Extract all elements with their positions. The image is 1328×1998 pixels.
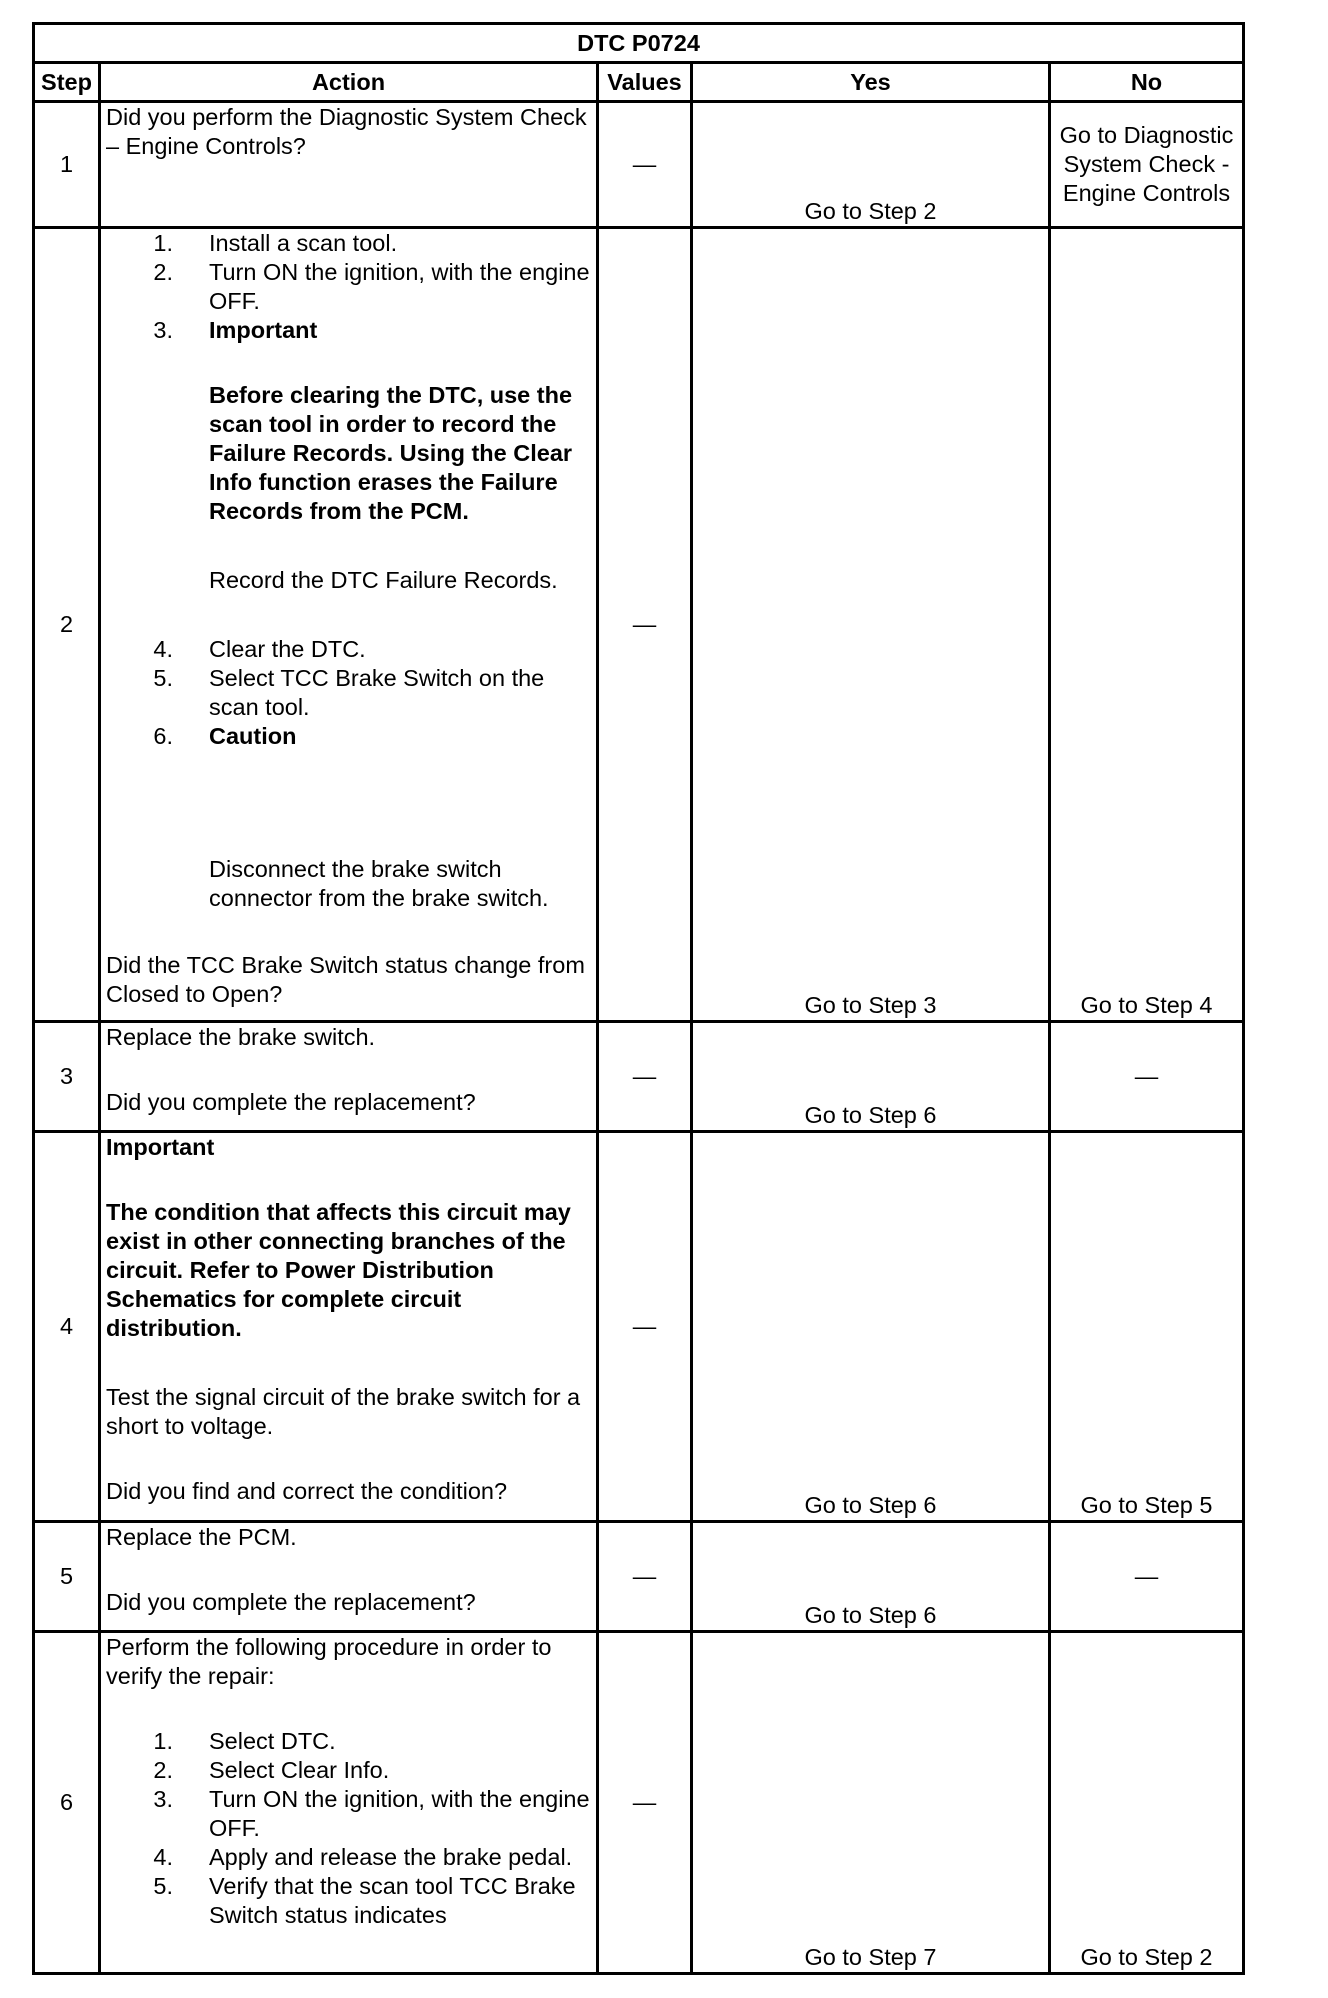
step-number: 6 bbox=[34, 1632, 100, 1974]
list-item: 5. Verify that the scan tool TCC Brake Switch status indicates bbox=[153, 1873, 576, 1928]
question-text: Did you find and correct the condition? bbox=[106, 1478, 508, 1504]
header-step: Step bbox=[34, 63, 100, 102]
list-item: 5. Select TCC Brake Switch on the scan tool. bbox=[153, 665, 545, 720]
step-number: 2 bbox=[34, 228, 100, 1022]
values-cell: — bbox=[598, 1632, 692, 1974]
list-item: 3. Turn ON the ignition, with the engine OFF. bbox=[153, 1786, 590, 1841]
no-cell: Go to Diagnostic System Check - Engine Controls bbox=[1050, 102, 1244, 228]
no-cell: Go to Step 2 bbox=[1050, 1632, 1244, 1974]
values-cell: — bbox=[598, 1522, 692, 1632]
intro-text: Perform the following procedure in order to verify the repair: bbox=[106, 1634, 552, 1689]
list-item: 2. Select Clear Info. bbox=[153, 1757, 390, 1783]
question-text: Did you complete the replacement? bbox=[106, 1089, 476, 1115]
procedure-list bbox=[106, 1727, 591, 1930]
header-no: No bbox=[1050, 63, 1244, 102]
important-label: Important bbox=[106, 1134, 215, 1160]
action-text: Did you perform the Diagnostic System Check – Engine Controls? bbox=[100, 102, 598, 228]
header-values: Values bbox=[598, 63, 692, 102]
list-item: 2. Turn ON the ignition, with the engine OFF. bbox=[153, 259, 590, 314]
list-item: 1. Install a scan tool. bbox=[153, 230, 398, 256]
yes-cell: Go to Step 2 bbox=[692, 102, 1050, 228]
values-cell: — bbox=[598, 1022, 692, 1132]
yes-cell: Go to Step 6 bbox=[692, 1522, 1050, 1632]
table-row-step-1 bbox=[34, 102, 1244, 228]
table-row-step-3 bbox=[34, 1022, 1244, 1132]
table-row-step-5 bbox=[34, 1522, 1244, 1632]
header-yes: Yes bbox=[692, 63, 1050, 102]
action-text: Replace the PCM. bbox=[106, 1524, 297, 1550]
step-number: 1 bbox=[34, 102, 100, 228]
no-cell: — bbox=[1050, 1022, 1244, 1132]
step-number: 4 bbox=[34, 1132, 100, 1522]
values-cell: — bbox=[598, 228, 692, 1022]
important-note-block bbox=[209, 345, 591, 635]
table-row-step-4 bbox=[34, 1132, 1244, 1522]
list-item: 3. Important bbox=[153, 317, 318, 343]
header-action: Action bbox=[100, 63, 598, 102]
table-row-step-2 bbox=[34, 228, 1244, 1022]
caution-block bbox=[209, 751, 591, 913]
list-item: 1. Select DTC. bbox=[153, 1728, 336, 1754]
important-note: Before clearing the DTC, use the scan tool in order to record the Failure Records. Using the Clear Info function erases the Failure Records from the PCM. bbox=[209, 382, 573, 524]
dtc-table bbox=[32, 22, 1245, 1975]
important-note: The condition that affects this circuit may exist in other connecting branches of the circuit. Refer to Power Distribution Schematics for complete circuit distribution. bbox=[106, 1199, 571, 1341]
list-item: 4. Clear the DTC. bbox=[153, 636, 366, 662]
question-text: Did you complete the replacement? bbox=[106, 1589, 476, 1615]
action-text: Replace the brake switch. bbox=[106, 1024, 376, 1050]
list-item: 4. Apply and release the brake pedal. bbox=[153, 1844, 573, 1870]
record-text: Record the DTC Failure Records. bbox=[209, 567, 558, 593]
yes-cell: Go to Step 3 bbox=[692, 228, 1050, 1022]
table-row-step-6 bbox=[34, 1632, 1244, 1974]
values-cell: — bbox=[598, 102, 692, 228]
action-text: Test the signal circuit of the brake switch for a short to voltage. bbox=[106, 1384, 581, 1439]
table-title: DTC P0724 bbox=[34, 24, 1244, 63]
no-cell: Go to Step 5 bbox=[1050, 1132, 1244, 1522]
action-cell bbox=[100, 1132, 598, 1522]
step-number: 5 bbox=[34, 1522, 100, 1632]
no-cell: — bbox=[1050, 1522, 1244, 1632]
procedure-list bbox=[106, 635, 591, 751]
step-number: 3 bbox=[34, 1022, 100, 1132]
action-cell bbox=[100, 1522, 598, 1632]
list-item: 6. Caution bbox=[153, 723, 297, 749]
yes-cell: Go to Step 6 bbox=[692, 1132, 1050, 1522]
no-cell: Go to Step 4 bbox=[1050, 228, 1244, 1022]
yes-cell: Go to Step 7 bbox=[692, 1632, 1050, 1974]
procedure-list bbox=[106, 229, 591, 345]
disconnect-text: Disconnect the brake switch connector from the brake switch. bbox=[209, 856, 549, 911]
values-cell: — bbox=[598, 1132, 692, 1522]
action-cell bbox=[100, 228, 598, 1022]
action-cell bbox=[100, 1632, 598, 1974]
action-cell bbox=[100, 1022, 598, 1132]
yes-cell: Go to Step 6 bbox=[692, 1022, 1050, 1132]
question-text: Did the TCC Brake Switch status change from Closed to Open? bbox=[106, 952, 585, 1007]
